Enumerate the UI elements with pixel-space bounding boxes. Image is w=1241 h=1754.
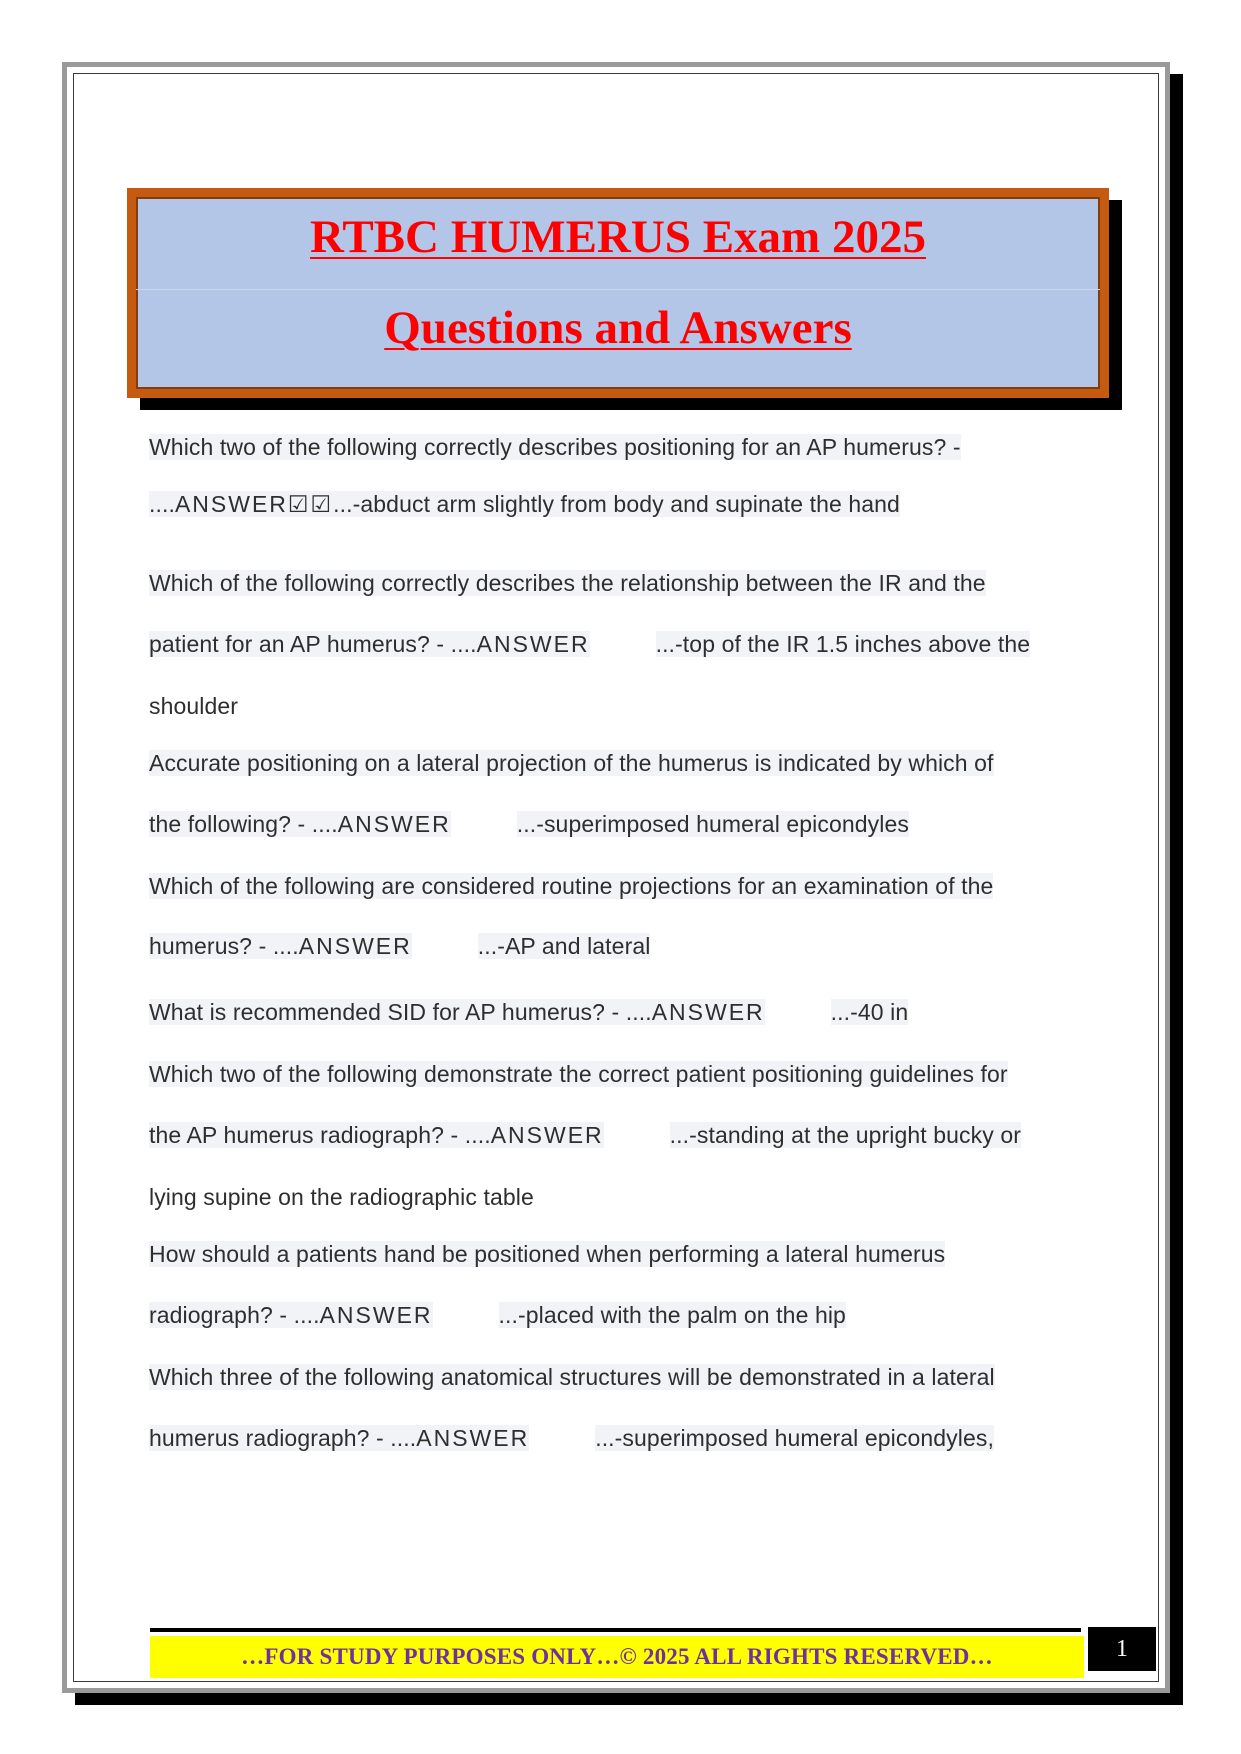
answer-text: ...-top of the IR 1.5 inches above the — [655, 631, 1031, 657]
answer-label: ANSWER — [476, 631, 590, 657]
answer-text: ...-40 in — [830, 999, 909, 1025]
document-title: RTBC HUMERUS Exam 2025 — [310, 211, 926, 263]
answer-lead: .... — [149, 491, 175, 517]
answer-text: ...-standing at the upright bucky or — [669, 1122, 1021, 1148]
footer-rule — [150, 1628, 1081, 1632]
title-box — [127, 188, 1109, 398]
answer-label: ANSWER — [319, 1302, 433, 1328]
qa-line — [149, 992, 908, 1032]
qa-line — [149, 1234, 945, 1274]
qa-line — [149, 427, 961, 467]
question-text: the following? - .... — [149, 811, 338, 837]
qa-line — [149, 1418, 994, 1458]
qa-line — [149, 866, 993, 906]
question-text: humerus? - .... — [149, 933, 299, 959]
qa-line — [149, 1357, 995, 1397]
qa-line — [149, 804, 909, 844]
title-separator — [136, 289, 1100, 290]
question-text: Which two of the following demonstrate the correct patient positioning guidelines for — [149, 1061, 1008, 1087]
answer-label: ANSWER — [490, 1122, 604, 1148]
qa-line — [149, 563, 986, 603]
question-text: How should a patients hand be positioned when performing a lateral humerus — [149, 1241, 946, 1267]
answer-text: ...-AP and lateral — [477, 933, 651, 959]
footer-notice: …FOR STUDY PURPOSES ONLY…© 2025 ALL RIGHTS RESERVED… — [150, 1636, 1084, 1678]
answer-text: ...-placed with the palm on the hip — [498, 1302, 846, 1328]
answer-text: ...-superimposed humeral epicondyles — [516, 811, 909, 837]
qa-line — [149, 926, 650, 966]
answer-text: shoulder — [149, 693, 239, 719]
answer-text: ...-abduct arm slightly from body and supinate the hand — [333, 491, 900, 517]
qa-line — [149, 484, 900, 524]
question-text: Which of the following correctly describes the relationship between the IR and the — [149, 570, 986, 596]
answer-label: ANSWER — [337, 811, 451, 837]
question-text: patient for an AP humerus? - .... — [149, 631, 477, 657]
question-text: Accurate positioning on a lateral projection of the humerus is indicated by which of — [149, 750, 994, 776]
qa-line — [149, 686, 238, 726]
answer-label: ANSWER☑☑ — [174, 491, 334, 517]
question-text: Which three of the following anatomical structures will be demonstrated in a lateral — [149, 1364, 995, 1390]
answer-label: ANSWER — [298, 933, 412, 959]
question-text: Which two of the following correctly describes positioning for an AP humerus? - — [149, 434, 961, 460]
answer-label: ANSWER — [416, 1425, 530, 1451]
qa-line — [149, 743, 994, 783]
page-number: 1 — [1088, 1627, 1156, 1671]
qa-line — [149, 1177, 534, 1217]
qa-line — [149, 624, 1030, 664]
answer-label: ANSWER — [651, 999, 765, 1025]
question-text: the AP humerus radiograph? - .... — [149, 1122, 491, 1148]
answer-text: lying supine on the radiographic table — [149, 1184, 534, 1210]
qa-line — [149, 1115, 1021, 1155]
document-subtitle: Questions and Answers — [384, 302, 852, 354]
question-text: Which of the following are considered routine projections for an examination of the — [149, 873, 994, 899]
question-text: What is recommended SID for AP humerus? - .... — [149, 999, 652, 1025]
answer-text: ...-superimposed humeral epicondyles, — [595, 1425, 994, 1451]
question-text: radiograph? - .... — [149, 1302, 320, 1328]
qa-line — [149, 1054, 1008, 1094]
qa-line — [149, 1295, 846, 1335]
question-text: humerus radiograph? - .... — [149, 1425, 417, 1451]
